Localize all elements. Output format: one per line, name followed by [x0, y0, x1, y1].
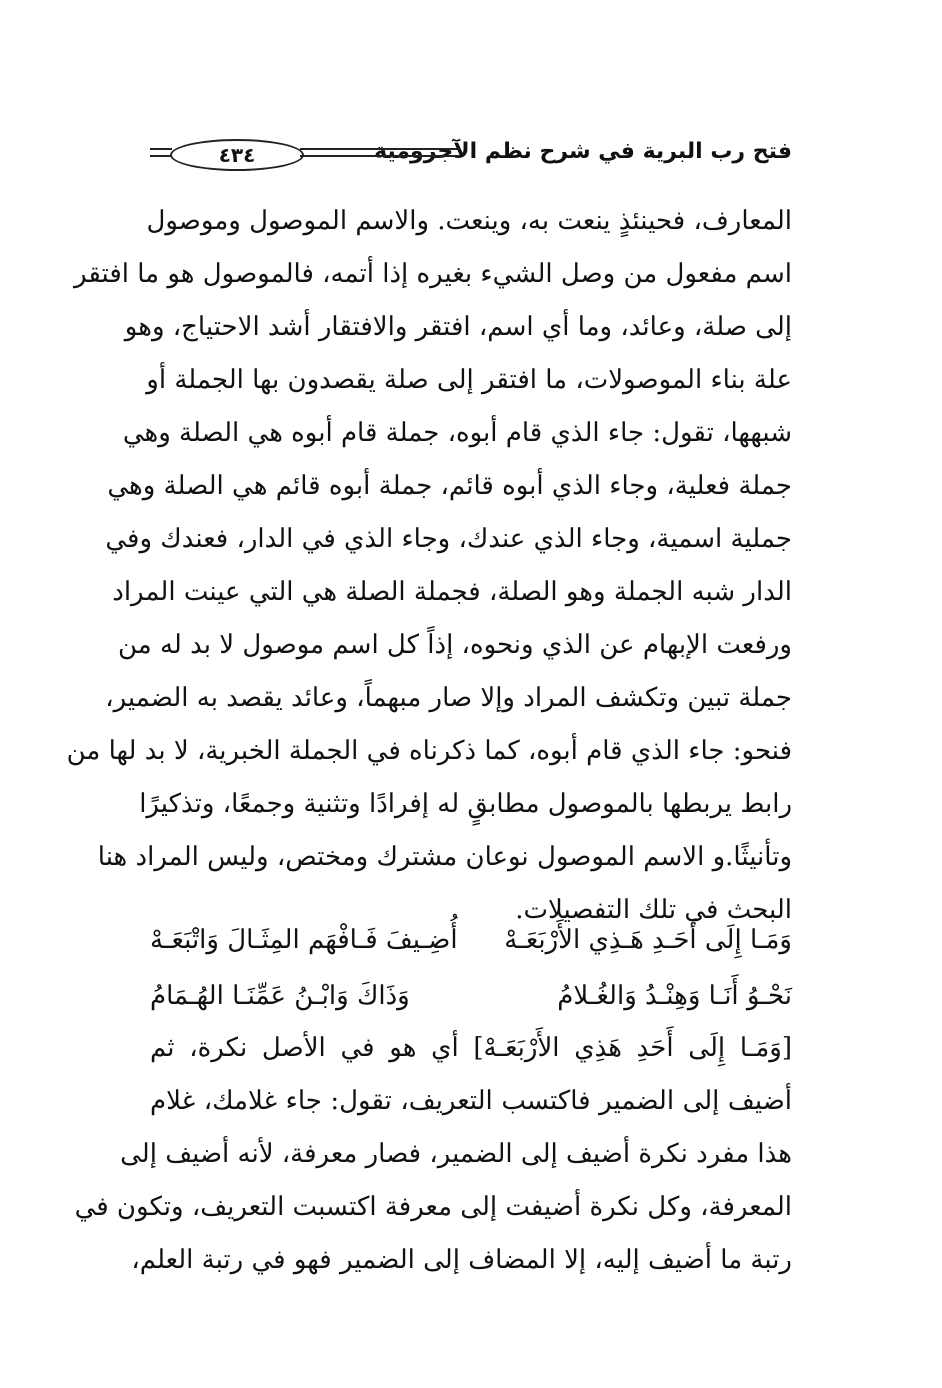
verse-first-hemistich: نَحْـوُ أَنَـا وَهِنْـدُ وَالغُـلامُ: [557, 981, 792, 1011]
text-line: ورفعت الإبهام عن الذي ونحوه، إذاً كل اسم موصول لا بد له من: [117, 630, 792, 660]
paragraph-2: [74, 1022, 792, 1287]
text-line: فنحو: جاء الذي قام أبوه، كما ذكرناه في الجملة الخبرية، لا بد لها من: [66, 736, 792, 766]
book-title: فتح رب البرية في شرح نظم الآجرومية: [374, 139, 792, 164]
verse-second-hemistich: وَذَاكَ وَابْـنُ عَمِّنَـا الهُـمَامُ: [150, 981, 410, 1011]
verse: [150, 912, 792, 968]
verse-first-hemistich: وَمَـا إِلَى أَحَـدِ هَـذِي الأَرْبَعَـهْ: [504, 925, 792, 955]
paragraph-1: [66, 195, 792, 937]
text-line: رابط يربطها بالموصول مطابقٍ له إفرادًا وتثنية وجمعًا، وتذكيرًا: [139, 789, 792, 819]
text-line: وتأنيثًا.و الاسم الموصول نوعان مشترك ومختص، وليس المراد هنا: [97, 842, 792, 872]
text-line: البحث في تلك التفصيلات.: [515, 895, 792, 925]
text-line: اسم مفعول من وصل الشيء بغيره إذا أتمه، فالموصول هو ما افتقر: [73, 259, 792, 289]
text-line: رتبة ما أضيف إليه، إلا المضاف إلى الضمير فهو في رتبة العلم،: [131, 1245, 792, 1275]
header-rule-long-2: [300, 155, 460, 157]
text-line: جملية اسمية، وجاء الذي عندك، وجاء الذي في الدار، فعندك وفي: [105, 524, 792, 554]
text-line: إلى صلة، وعائد، وما أي اسم، افتقر والافتقار أشد الاحتياج، وهو: [124, 312, 792, 342]
page-number: ٤٣٤: [218, 143, 256, 167]
text-line: الدار شبه الجملة وهو الصلة، فجملة الصلة هي التي عينت المراد: [112, 577, 792, 607]
text-line: شبهها، تقول: جاء الذي قام أبوه، جملة قام أبوه هي الصلة وهي: [122, 418, 792, 448]
header-rule-long: [300, 148, 460, 150]
verse: [150, 968, 792, 1024]
poem-verses: [150, 912, 792, 1024]
text-line: أضيف إلى الضمير فاكتسب التعريف، تقول: جاء غلامك، غلام: [150, 1086, 792, 1116]
text-line: جملة فعلية، وجاء الذي أبوه قائم، جملة أبوه قائم هي الصلة وهي: [107, 471, 792, 501]
text-line: المعارف، فحينئذٍ ينعت به، وينعت. والاسم الموصول وموصول: [146, 206, 792, 236]
text-line: [وَمَـا إِلَى أَحَدِ هَذِي الأَرْبَعَـهْ] أي هو في الأصل نكرة، ثم: [150, 1033, 792, 1063]
text-line: جملة تبين وتكشف المراد وإلا صار مبهماً، وعائد يقصد به الضمير،: [105, 683, 792, 713]
header-rule-left-2: [150, 155, 172, 157]
page-number-badge: [170, 139, 304, 171]
running-header: [150, 135, 792, 175]
header-rule-left: [150, 148, 172, 150]
verse-second-hemistich: أُضِـيفَ فَـافْهَم المِثَـالَ وَاتْبَعَـهْ: [150, 925, 458, 955]
text-line: علة بناء الموصولات، ما افتقر إلى صلة يقصدون بها الجملة أو: [146, 365, 792, 395]
text-line: هذا مفرد نكرة أضيف إلى الضمير، فصار معرفة، لأنه أضيف إلى: [120, 1139, 792, 1169]
text-line: المعرفة، وكل نكرة أضيفت إلى معرفة اكتسبت التعريف، وتكون في: [74, 1192, 792, 1222]
